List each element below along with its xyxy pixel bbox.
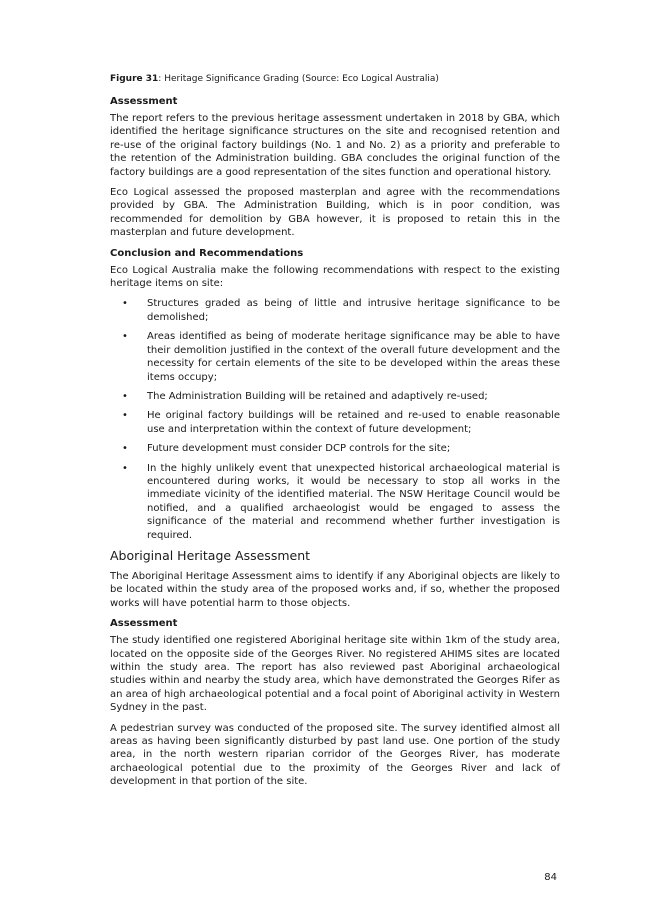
bullet: •: [122, 390, 128, 402]
list-item: • In the highly unlikely event that unexpected historical archaeological material is encountered during works, it would be necessary to stop all works in the immediate vicinity of the identified material. The NSW Heritage Council would be notified, and a qualified archaeologist would be engaged to assess the significance of the material and recommend whether further investigation is required.: [122, 462, 560, 541]
paragraph: The Aboriginal Heritage Assessment aims to identify if any Aboriginal objects are likely to be located within the study area of the proposed works and, if so, whether the proposed works will have potential harm to those objects.: [110, 570, 560, 609]
paragraph: The study identified one registered Aboriginal heritage site within 1km of the study area, located on the opposite side of the Georges River. No registered AHIMS sites are located within the study area. The report has also reviewed past Aboriginal archaeological studies within and nearby the study area, which have demonstrated the Georges Rifer as an area of high archaeological potential and a focal point of Aboriginal activity in Western Sydney in the past.: [110, 635, 560, 714]
bullet: •: [122, 331, 128, 343]
list-item: • Future development must consider DCP controls for the site;: [122, 443, 451, 455]
bullet: •: [122, 443, 128, 455]
document-page: [110, 73, 560, 796]
list-item: • The Administration Building will be retained and adaptively re-used;: [122, 390, 488, 402]
bullet: •: [122, 410, 128, 422]
assessment-heading: Assessment: [110, 96, 178, 107]
conclusion-heading: Conclusion and Recommendations: [110, 247, 304, 259]
list-item: • Structures graded as being of little and intrusive heritage significance to be demolished;: [122, 298, 560, 323]
assessment-heading: Assessment: [110, 618, 178, 630]
page-number: 84: [544, 872, 557, 883]
bullet: •: [122, 462, 128, 474]
paragraph: A pedestrian survey was conducted of the proposed site. The survey identified almost all areas as having been significantly disturbed by past land use. One portion of the study area, in the north western riparian corridor of the Georges River, has moderate archaeological potential due to the proximity of the Georges River and lack of development in that portion of the site.: [110, 722, 560, 788]
paragraph: Eco Logical Australia make the following recommendations with respect to the existing heritage items on site:: [110, 264, 560, 290]
figure-label: Figure 31: [110, 74, 159, 84]
figure-caption-text: : Heritage Significance Grading (Source: Eco Logical Australia): [158, 74, 439, 84]
aboriginal-heading: Aboriginal Heritage Assessment: [110, 547, 311, 563]
list-item: • Areas identified as being of moderate heritage significance may be able to have their demolition justified in the context of the overall future development and the necessity for certain elements of the site to be developed within the areas these items occupy;: [122, 331, 560, 383]
bullet: •: [122, 298, 128, 310]
recommendations-list: [110, 297, 560, 542]
list-item: • He original factory buildings will be retained and re-used to enable reasonable use and interpretation within the context of future development;: [122, 410, 560, 435]
paragraph: Eco Logical assessed the proposed masterplan and agree with the recommendations provided by GBA. The Administration Building, which is in poor condition, was recommended for demolition by GBA however, it is proposed to retain this in the masterplan and future development.: [110, 187, 560, 239]
figure-caption: [110, 73, 560, 85]
paragraph: The report refers to the previous heritage assessment undertaken in 2018 by GBA, which identified the heritage significance structures on the site and recognised retention and re-use of the original factory buildings (No. 1 and No. 2) as a priority and preferable to the retention of the Administration building. GBA concludes the original function of the factory buildings are a good representation of the sites function and operational history.: [110, 113, 560, 178]
